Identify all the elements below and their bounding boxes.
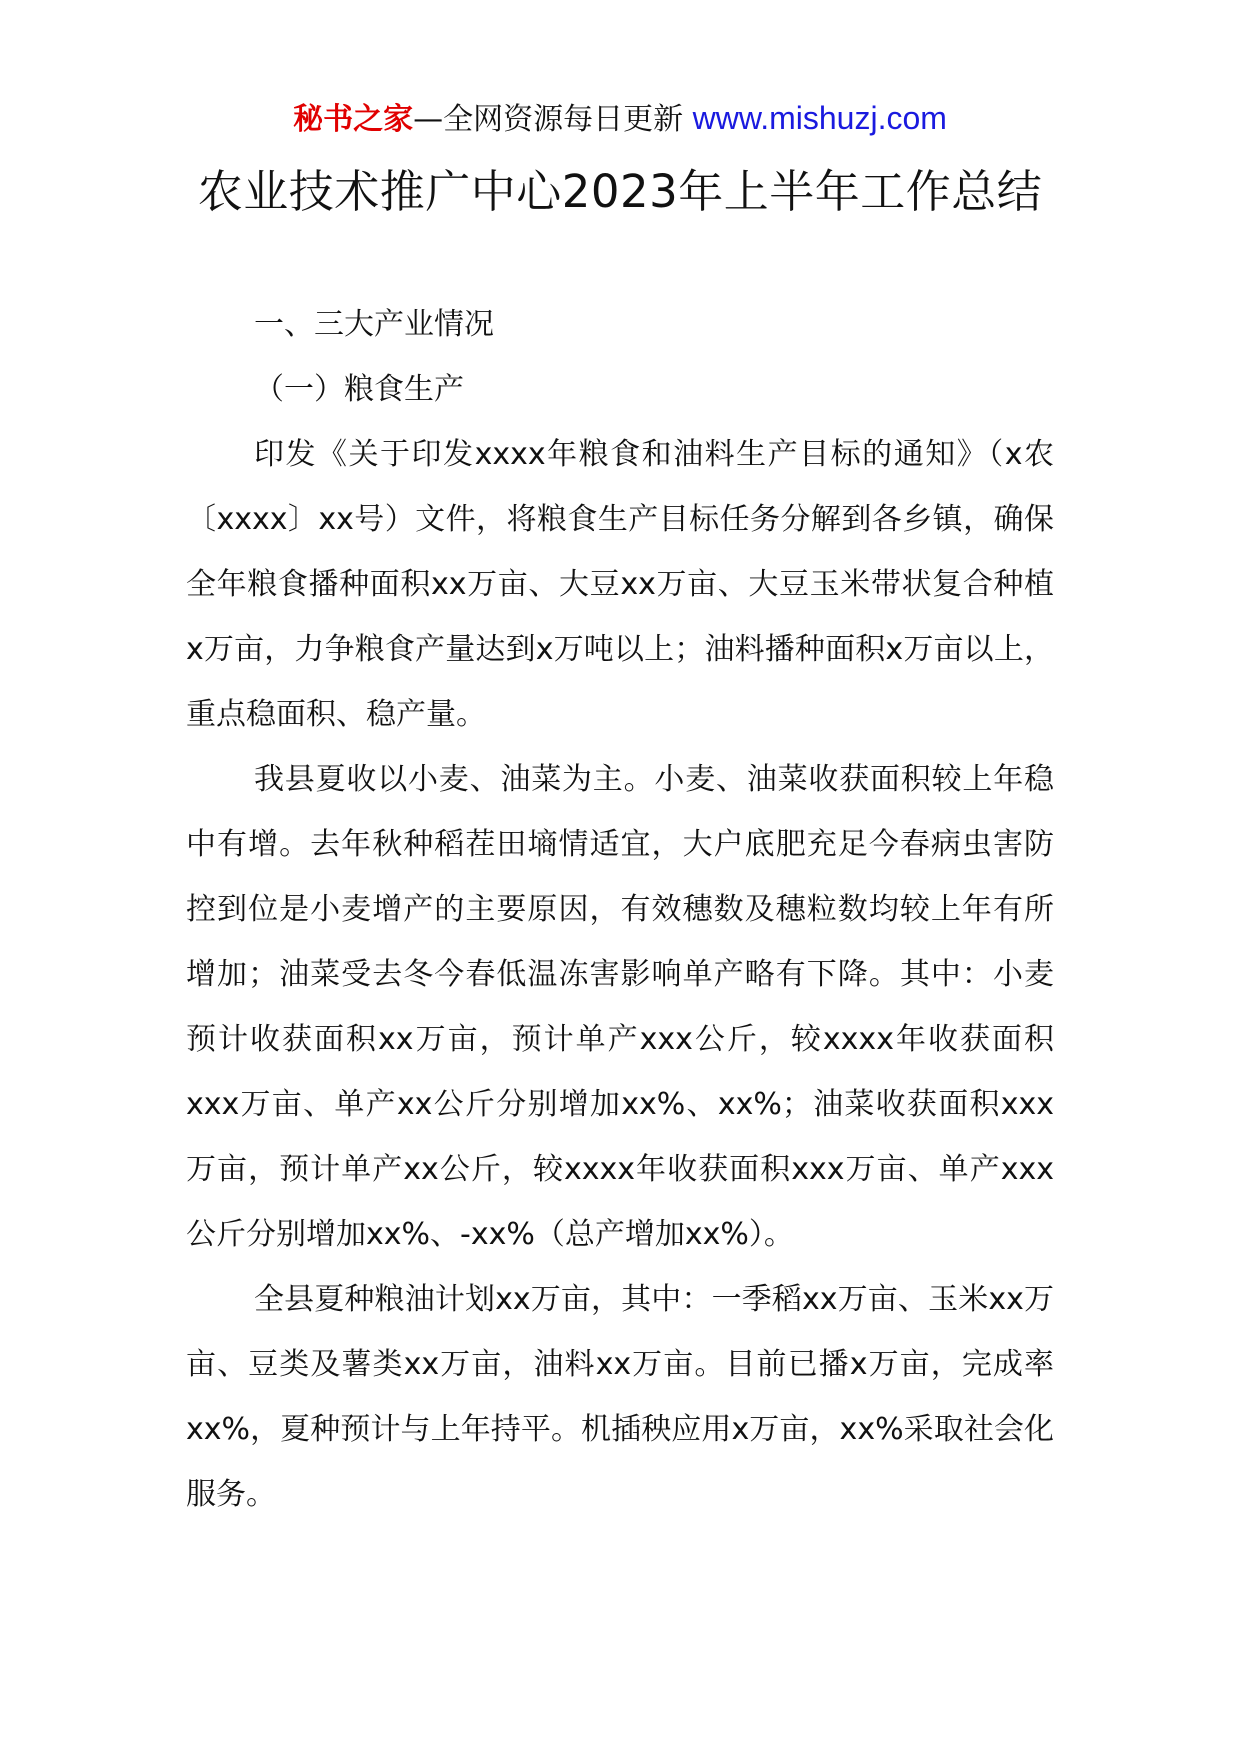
site-banner bbox=[0, 98, 1240, 140]
document-title: 农业技术推广中心2023年上半年工作总结 bbox=[197, 165, 1043, 218]
banner-tagline: —全网资源每日更新 bbox=[413, 102, 693, 137]
section-heading: 一、三大产业情况 bbox=[254, 307, 494, 342]
document-body bbox=[186, 292, 1054, 1527]
paragraph: 印发《关于印发xxxx年粮食和油料生产目标的通知》（x农〔xxxx〕xx号）文件，将粮食生产目标任务分解到各乡镇，确保全年粮食播种面积xx万亩、大豆xx万亩、大豆玉米带状复合种植x万亩，力争粮食产量达到x万吨以上；油料播种面积x万亩以上，重点稳面积、稳产量。 bbox=[186, 437, 1054, 732]
paragraph: 我县夏收以小麦、油菜为主。小麦、油菜收获面积较上年稳中有增。去年秋种稻茬田墒情适宜，大户底肥充足今春病虫害防控到位是小麦增产的主要原因，有效穗数及穗粒数均较上年有所增加；油菜受去冬今春低温冻害影响单产略有下降。其中：小麦预计收获面积xx万亩，预计单产xxx公斤，较xxxx年收获面积xxx万亩、单产xx公斤分别增加xx%、xx%；油菜收获面积xxx万亩，预计单产xx公斤，较xxxx年收获面积xxx万亩、单产xxx公斤分别增加xx%、-xx%（总产增加xx%）。 bbox=[186, 762, 1054, 1252]
paragraph: 全县夏种粮油计划xx万亩，其中：一季稻xx万亩、玉米xx万亩、豆类及薯类xx万亩，油料xx万亩。目前已播x万亩，完成率xx%，夏种预计与上年持平。机插秧应用x万亩，xx%采取社会化服务。 bbox=[186, 1282, 1054, 1512]
banner-brand: 秘书之家 bbox=[293, 102, 414, 137]
banner-url-link[interactable]: www.mishuzj.com bbox=[692, 100, 947, 136]
subsection-heading: （一）粮食生产 bbox=[254, 372, 464, 407]
